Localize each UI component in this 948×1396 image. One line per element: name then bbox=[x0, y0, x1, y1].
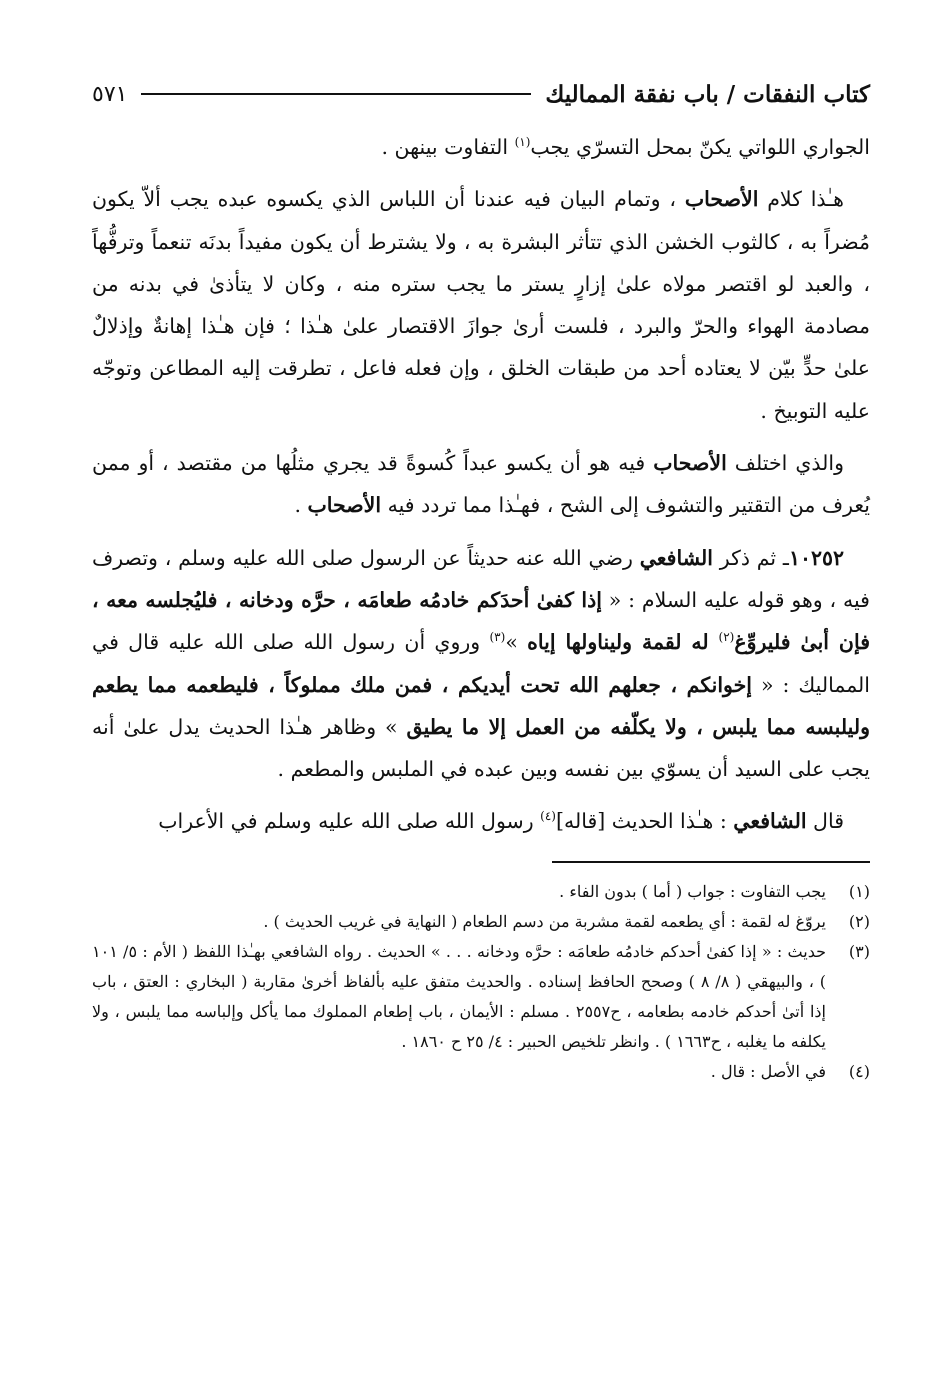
text-run: » وظاهر هـٰذا الحديث يدل علىٰ أنه يجب على السيد أن يسوّي بين نفسه وبين عبده في الملبس والمطعم . bbox=[92, 714, 870, 782]
text-run: رضي الله عنه حديثاً عن الرسول صلى الله عليه وسلم ، وتصرف فيه ، وهو قوله عليه السلام : « bbox=[92, 545, 870, 612]
text-run: قال bbox=[806, 809, 844, 834]
paragraph bbox=[92, 442, 870, 527]
footnote bbox=[92, 1057, 870, 1087]
footnote-text: حديث : « إذا كفىٰ أحدكم خادمُه طعامَه : حرَّه ودخانه . . . » الحديث . رواه الشافعي بهـٰذا اللفظ ( الأم : ٥/ ١٠١ ) ، والبيهقي ( ٨/ ٨ ) وصحح الحافظ إسناده . والحديث متفق عليه بألفاظ أخرىٰ مقاربة ( البخاري : العتق ، باب إذا أتىٰ أحدكم خادمه بطعامه ، ح٢٥٥٧ . مسلم : الأيمان ، باب إطعام المملوك مما يأكل وإلباسه مما يلبس ، ولا يكلفه ما يغلبه ، ح١٦٦٣ ) . وانظر تلخيص الحبير : ٤/ ٢٥ ح ١٨٦٠ . bbox=[92, 941, 827, 1051]
footnote bbox=[92, 907, 870, 937]
footnote-text: يروّغ له لقمة : أي يطعمه لقمة مشربة من دسم الطعام ( النهاية في غريب الحديث ) . bbox=[263, 911, 826, 931]
running-header bbox=[92, 74, 870, 114]
header-rule bbox=[141, 93, 531, 95]
footnote-number: (١) bbox=[848, 881, 870, 901]
footnote-separator bbox=[552, 861, 870, 863]
text-run: : هـٰذا الحديث [قاله] bbox=[555, 809, 734, 834]
footnotes bbox=[92, 877, 870, 1087]
text-run: وروي أن رسول الله صلى الله عليه قال في المماليك : « bbox=[92, 630, 871, 697]
bold-text: إخوانكم ، جعلهم الله تحت أيديكم ، فمن ملك مملوكاً ، فليطعمه مما يطعم وليلبسه مما يلبس ، ولا يكلّفه من العمل إلا ما يطيق bbox=[92, 672, 870, 739]
footnote bbox=[92, 937, 870, 1057]
footnote-number: (٣) bbox=[848, 941, 870, 961]
text-run: ، وتمام البيان فيه عندنا أن اللباس الذي يكسوه عبده يجب ألاّ يكون مُضراً به ، كالثوب الخشن الذي تتأثر البشرة به ، ولا يشترط أن يكون مفيداً بدنَه تنعماً وترفُّهاً ، والعبد لو اقتصر مولاه علىٰ إزارٍ يستر ما يجب ستره منه ، وكان لا يتأذىٰ في بدنه من مصادمة الهواء والحرّ والبرد ، فلست أرىٰ جوازَ الاقتصار علىٰ هـٰذا ؛ فإن هـٰذا إهانةٌ وإذلالٌ علىٰ حدٍّ بيّن لا يعتاده أحد من طبقات الخلق ، وإن فعله فاعل ، تطرقت إليه المطاعن وتوجّه عليه التوبيخ . bbox=[92, 187, 870, 423]
bold-text: الشافعي bbox=[733, 809, 807, 834]
text-run: هـٰذا كلام bbox=[758, 187, 844, 212]
body-text bbox=[92, 126, 870, 843]
text-run: والذي اختلف bbox=[726, 451, 845, 476]
text-run: رسول الله صلى الله عليه وسلم في الأعراب bbox=[158, 809, 541, 834]
footnote-ref: (١) bbox=[514, 135, 531, 150]
footnote bbox=[92, 877, 870, 907]
footnote-number: (٢) bbox=[848, 911, 870, 931]
paragraph bbox=[92, 800, 870, 842]
text-run: . bbox=[294, 493, 308, 518]
text-run: » bbox=[505, 630, 528, 655]
paragraph bbox=[92, 126, 870, 168]
bold-text: الشافعي bbox=[639, 545, 713, 570]
page-number: ٥٧١ bbox=[92, 81, 128, 107]
bold-text: إذا كفىٰ أحدَكم خادمُه طعامَه ، حرَّه ودخانه ، فليُجلسه معه ، فإن أبىٰ فليروِّغ bbox=[92, 587, 870, 655]
text-run: الجواري اللواتي يكنّ بمحل التسرّي يجب bbox=[530, 135, 870, 159]
footnote-text: في الأصل : قال . bbox=[710, 1061, 826, 1081]
bold-text: الأصحاب bbox=[307, 493, 382, 518]
footnote-ref: (٣) bbox=[489, 630, 506, 645]
paragraph bbox=[92, 178, 870, 432]
bold-text: ١٠٢٥٢ bbox=[788, 545, 844, 570]
text-run: فيه هو أن يكسو عبداً كُسوةً قد يجري مثلُها من مقتصد ، أو ممن يُعرف من التقتير والتشوف إلى الشح ، فهـٰذا مما تردد فيه bbox=[92, 451, 870, 518]
document-page bbox=[92, 74, 870, 1087]
paragraph bbox=[92, 537, 870, 791]
bold-text: الأصحاب bbox=[684, 187, 759, 212]
header-title: كتاب النفقات / باب نفقة المماليك bbox=[545, 80, 870, 108]
footnote-ref: (٢) bbox=[718, 630, 735, 645]
text-run: ـ ثم ذكر bbox=[712, 545, 789, 570]
bold-text: له لقمة وليناولها إياه bbox=[527, 630, 719, 655]
footnote-text: يجب التفاوت : جواب ( أما ) بدون الفاء . bbox=[559, 881, 826, 901]
bold-text: الأصحاب bbox=[653, 451, 727, 476]
footnote-number: (٤) bbox=[848, 1061, 870, 1081]
text-run: التفاوت بينهن . bbox=[381, 135, 515, 159]
footnote-ref: (٤) bbox=[540, 809, 556, 824]
